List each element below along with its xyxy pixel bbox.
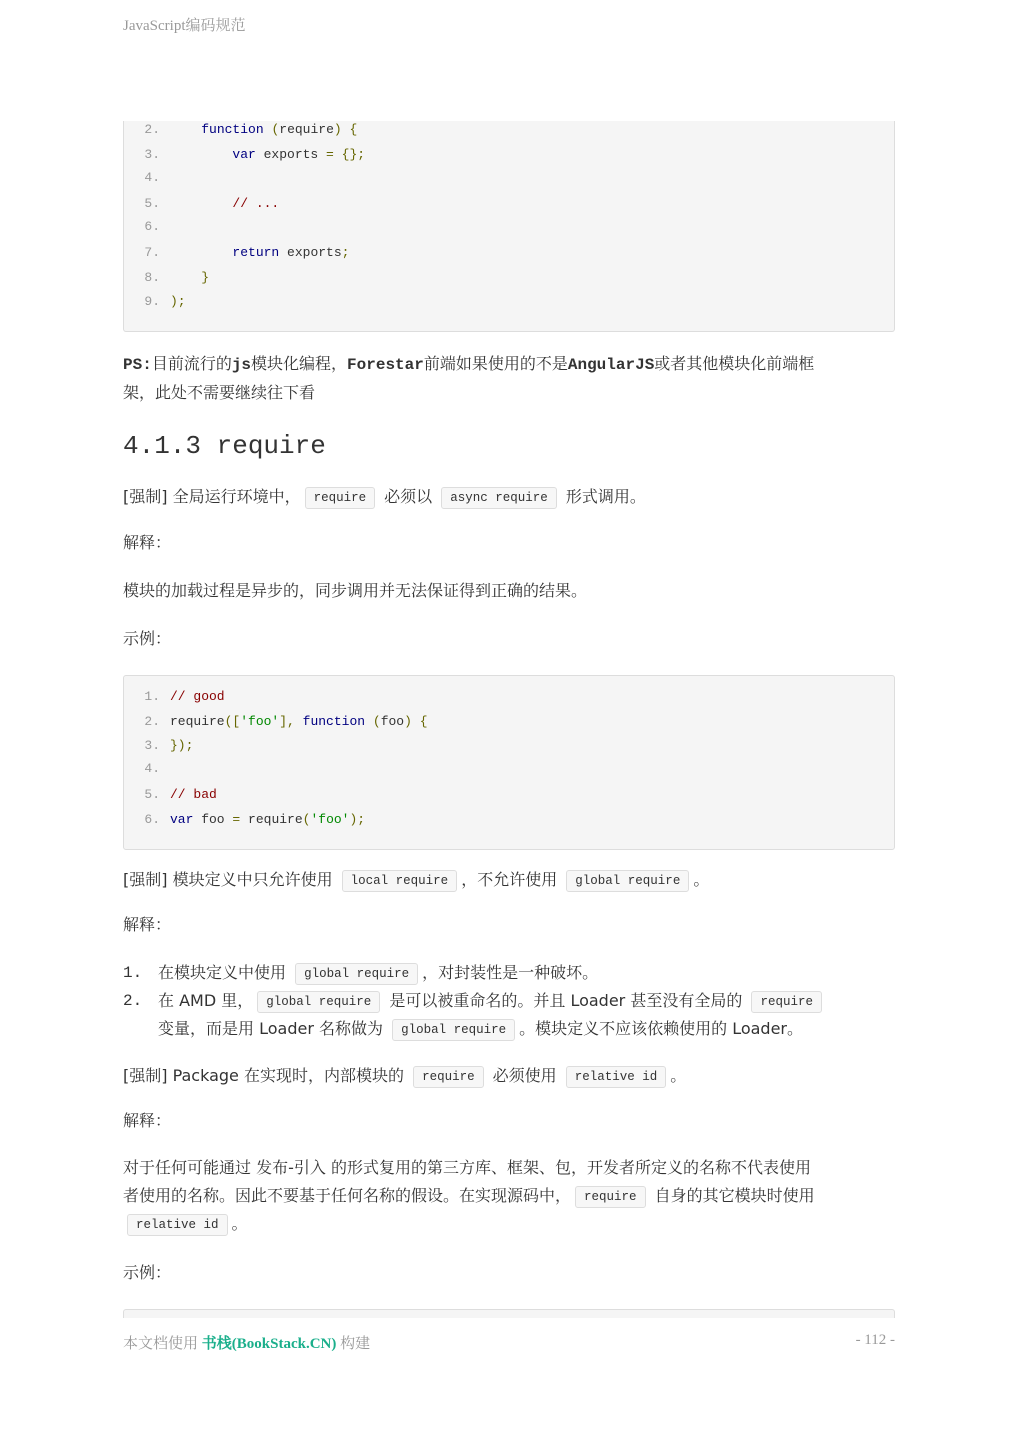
footer-credit: 本文档使用 书栈(BookStack.CN) 构建 [123, 1336, 371, 1352]
inline-code: require [575, 1186, 646, 1208]
line-number: 9. [144, 294, 160, 309]
rule-local-require: [强制] 模块定义中只允许使用 local require ，不允许使用 global require 。 [123, 866, 895, 894]
code-line: 6. var foo = require('foo'); [124, 811, 365, 829]
rule-relative-id: [强制] Package 在实现时，内部模块的 require 必须使用 relative id 。 [123, 1062, 895, 1090]
line-number: 7. [144, 245, 160, 260]
page-header-title: JavaScript编码规范 [123, 18, 246, 34]
code-line: 5. // ... [124, 195, 279, 213]
line-number: 2. [144, 713, 160, 729]
section-heading: 4.1.3 require [123, 431, 326, 461]
inline-code: global require [566, 870, 689, 892]
ps-label: PS: [123, 356, 152, 374]
footer-brand-link[interactable]: 书栈(BookStack.CN) [201, 1336, 337, 1352]
line-number: 6. [144, 812, 160, 827]
code-line: 9. ); [124, 293, 186, 311]
line-number: 3. [144, 147, 160, 162]
inline-code: global require [392, 1019, 515, 1041]
page-content [123, 121, 895, 1318]
code-line [124, 760, 170, 778]
line-number: 3. [144, 738, 160, 753]
inline-code: require [305, 487, 376, 509]
explain-label: 解释： [123, 915, 172, 934]
inline-code: local require [342, 870, 458, 892]
line-number: 8. [144, 270, 160, 285]
line-number: 5. [144, 787, 160, 802]
code-line: 1. // good [124, 688, 225, 706]
inline-code: async require [441, 487, 557, 509]
page-number: - 112 - [855, 1332, 895, 1348]
code-line: 7. return exports; [124, 244, 349, 262]
code-line [124, 218, 170, 236]
code-line: 2. require(['foo'], function (foo) { [124, 713, 428, 731]
code-line: 3. }); [124, 737, 193, 755]
inline-code: require [413, 1066, 484, 1088]
ordered-list [123, 959, 895, 1043]
line-number: 4. [144, 170, 160, 185]
example-label: 示例： [123, 1263, 172, 1282]
ps-note: PS:目前流行的js模块化编程，Forestar前端如果使用的不是AngularJS或者其他模块化前端框 架，此处不需要继续往下看 [123, 354, 815, 402]
code-line [124, 169, 170, 187]
line-number: 2. [144, 122, 160, 137]
code-block-continued [123, 1309, 895, 1318]
inline-code: relative id [566, 1066, 667, 1088]
example-label: 示例： [123, 629, 172, 648]
explain-text: 模块的加载过程是异步的，同步调用并无法保证得到正确的结果。 [123, 581, 588, 600]
code-line: 5. // bad [124, 786, 217, 804]
code-line: 2. function (require) { [124, 121, 357, 139]
list-item: 1. 在模块定义中使用 global require ，对封装性是一种破坏。 [123, 959, 895, 987]
inline-code: global require [295, 963, 418, 985]
inline-code: relative id [127, 1214, 228, 1236]
line-number: 6. [144, 219, 160, 234]
code-line: 8. } [124, 269, 209, 287]
line-number: 4. [144, 761, 160, 776]
list-item: 2. 在 AMD 里， global require 是可以被重命名的。并且 Loader 甚至没有全局的 require 变量，而是用 Loader 名称做为 global require 。模块定义不应该依赖使用的 Loader。 [123, 987, 895, 1043]
inline-code: global require [257, 991, 380, 1013]
explain-label: 解释： [123, 533, 172, 552]
code-block [123, 675, 895, 850]
explain-label: 解释： [123, 1111, 172, 1130]
explain-paragraph: 对于任何可能通过 发布-引入 的形式复用的第三方库、框架、包，开发者所定义的名称不代表使用 者使用的名称。因此不要基于任何名称的假设。在实现源码中， require 自身的其它模块时使用 relative id 。 [123, 1154, 895, 1238]
line-number: 5. [144, 196, 160, 211]
rule-global-require: [强制] 全局运行环境中， require 必须以 async require 形式调用。 [123, 483, 895, 511]
code-line: 3. var exports = {}; [124, 146, 365, 164]
inline-code: require [751, 991, 822, 1013]
line-number: 1. [144, 689, 160, 704]
code-block [123, 121, 895, 332]
